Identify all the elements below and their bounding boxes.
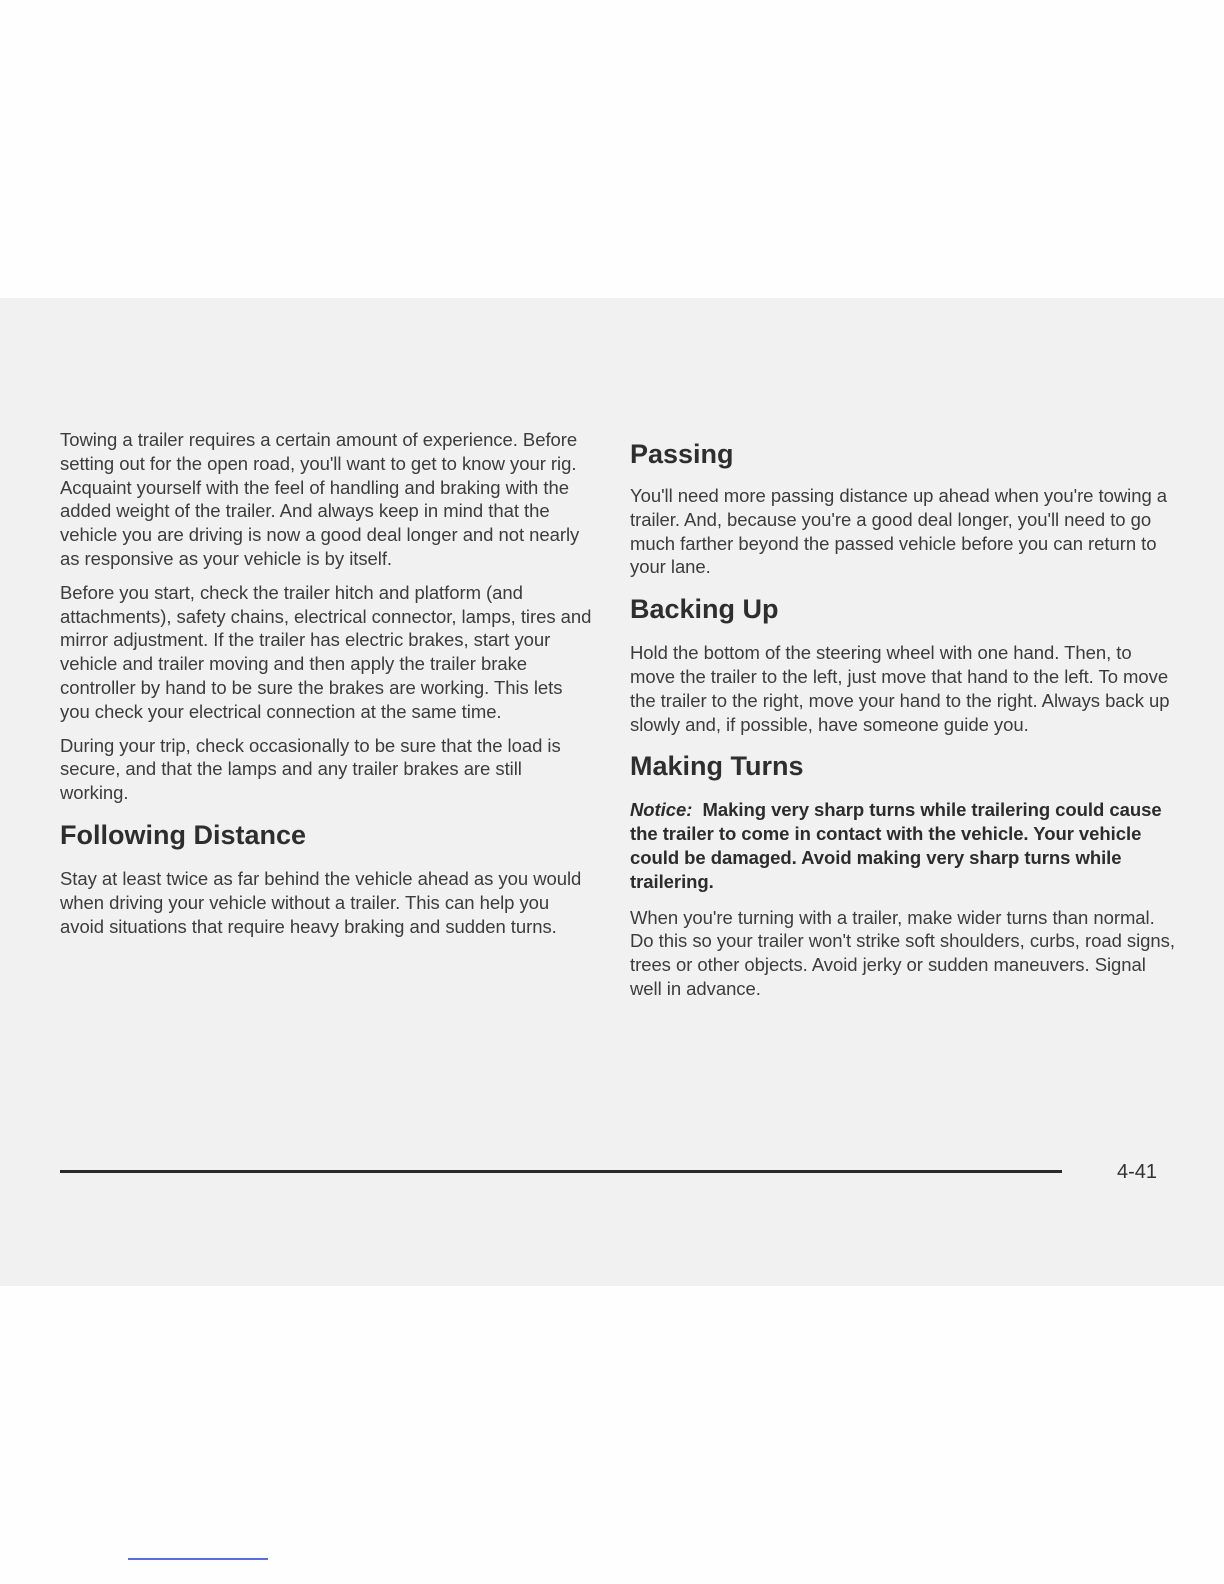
footer-rule [60, 1170, 1062, 1173]
right-column [630, 424, 1175, 1011]
making-turns-heading: Making Turns [630, 751, 804, 782]
following-distance-heading: Following Distance [60, 819, 307, 850]
left-column [60, 428, 595, 948]
notice-text: Making very sharp turns while trailering could cause the trailer to come in contact with the vehicle. Your vehicle could be damaged. Avoid making very sharp turns while trailering. [630, 799, 1162, 892]
passing-heading: Passing [630, 439, 734, 469]
making-turns-paragraph: When you're turning with a trailer, make wider turns than normal. Do this so your trailer won't strike soft shoulders, curbs, road signs, trees or other objects. Avoid jerky or sudden maneuvers. Signal well in advance. [630, 906, 1175, 999]
page-number: 4-41 [1117, 1161, 1158, 1183]
bottom-link-underline [128, 1558, 268, 1560]
notice-label: Notice: [630, 799, 693, 821]
before-you-start-paragraph: Before you start, check the trailer hitch and platform (and attachments), safety chains, electrical connector, lamps, tires and mirror adjustment. If the trailer has electric brakes, start your vehicle and trailer moving and then apply the trailer brake controller by hand to be sure the brakes are working. This lets you check your electrical connection at the same time. [60, 581, 592, 722]
intro-paragraph: Towing a trailer requires a certain amount of experience. Before setting out for the open road, you'll want to get to know your rig. Acquaint yourself with the feel of handling and braking with the added weight of the trailer. And always keep in mind that the vehicle you are driving is now a good deal longer and not nearly as responsive as your vehicle is by itself. [60, 429, 580, 569]
backing-up-paragraph: Hold the bottom of the steering wheel with one hand. Then, to move the trailer to the left, just move that hand to the left. To move the trailer to the right, move your hand to the right. Always back up slowly and, if possible, have someone guide you. [630, 642, 1170, 735]
during-trip-paragraph: During your trip, check occasionally to be sure that the load is secure, and that the lamps and any trailer brakes are still working. [60, 734, 561, 804]
following-distance-paragraph: Stay at least twice as far behind the vehicle ahead as you would when driving your vehicle without a trailer. This can help you avoid situations that require heavy braking and sudden turns. [60, 867, 582, 937]
notice-paragraph [630, 798, 1175, 893]
backing-up-heading: Backing Up [630, 594, 779, 625]
passing-paragraph: You'll need more passing distance up ahead when you're towing a trailer. And, because you're a good deal longer, you'll need to go much farther beyond the passed vehicle before you can return to your lane. [630, 485, 1168, 578]
